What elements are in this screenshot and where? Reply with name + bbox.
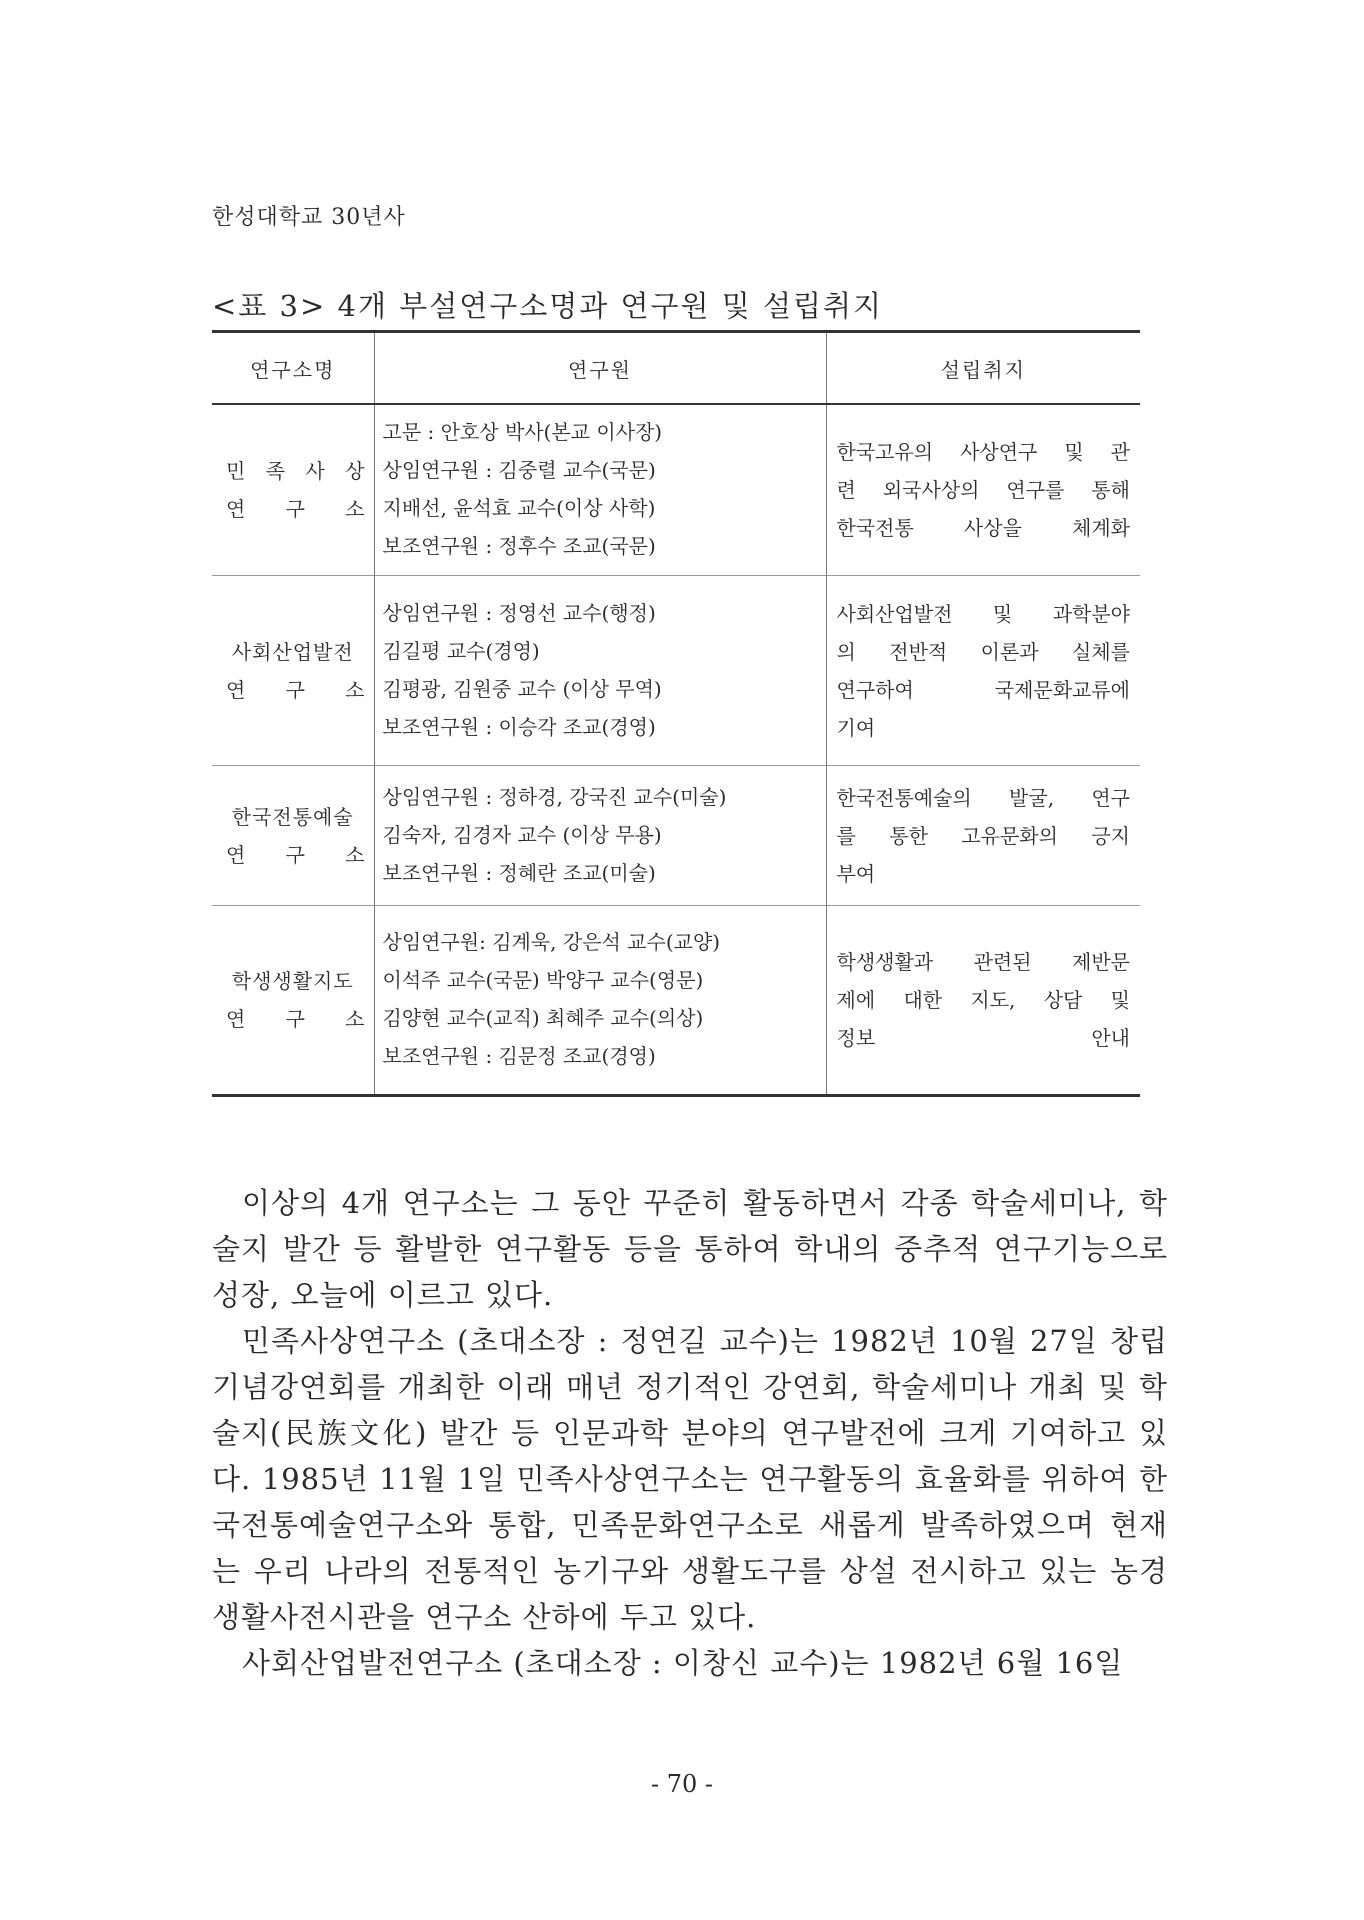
body-paragraph: 민족사상연구소 (초대소장 : 정연길 교수)는 1982년 10월 27일 창립기념강연회를 개최한 이래 매년 정기적인 강연회, 학술세미나 개최 및 학술지(民族文化) 발간 등 인문과학 분야의 연구발전에 크게 기여하고 있다. 1985년 11월 1일 민족사상연구소는 연구활동의 효율화를 위하여 한국전통예술연구소와 통합, 민족문화연구소로 새롭게 발족하였으며 현재는 우리 나라의 전통적인 농기구와 생활도구를 상설 전시하고 있는 농경생활사전시관을 연구소 산하에 두고 있다. [212,1324,1168,1634]
page-number: - 70 - [650,1770,713,1798]
table-caption: <표 3> 4개 부설연구소명과 연구원 및 설립취지 [212,289,884,323]
member-line: 상임연구원: 김계욱, 강은석 교수(교양) [382,930,721,954]
member-line: 상임연구원 : 김중렬 교수(국문) [382,458,656,482]
members-cell [374,766,826,906]
purpose-cell [826,404,1140,576]
body-paragraph: 이상의 4개 연구소는 그 동안 꾸준히 활동하면서 각종 학술세미나, 학술지 발간 등 활발한 연구활동 등을 통하여 학내의 중추적 연구기능으로 성장, 오늘에 이르고 있다. [212,1186,1168,1312]
member-line: 김평광, 김원중 교수 (이상 무역) [382,676,662,701]
members-cell [374,404,826,576]
running-header: 한성대학교 30년사 [212,205,406,230]
purpose-line: 한국전통예술의 발굴, 연구 [836,785,1130,810]
purpose-line: 부여 [836,861,876,886]
institute-name-line: 사회산업발전 [231,639,354,664]
purpose-line: 를 통한 고유문화의 긍지 [836,823,1130,848]
purpose-line: 한국고유의 사상연구 및 관 [836,440,1130,464]
purpose-cell [826,576,1140,766]
column-header-name: 연구소명 [212,332,374,405]
purpose-line: 련 외국사상의 연구를 통해 [836,478,1130,502]
table-header-row [212,332,1140,405]
institute-name-line: 연 구 소 [226,842,366,867]
table-row [212,404,1140,576]
member-line: 고문 : 안호상 박사(본교 이사장) [382,420,663,444]
body-text [212,1180,1168,1686]
purpose-cell [826,766,1140,906]
member-line: 보조연구원 : 이승각 조교(경영) [382,714,656,739]
institute-name-line: 민 족 사 상 [226,459,366,483]
table-row [212,576,1140,766]
table-row [212,766,1140,906]
purpose-line: 사회산업발전 및 과학분야 [836,601,1130,626]
institute-name-cell [212,576,374,766]
table-row [212,906,1140,1096]
institute-name-line: 학생생활지도 [231,969,354,993]
members-cell [374,576,826,766]
member-line: 김길평 교수(경영) [382,638,540,663]
institute-name-line: 연 구 소 [226,1007,366,1031]
members-cell [374,906,826,1096]
institute-name-cell [212,404,374,576]
institute-name-cell [212,906,374,1096]
purpose-line: 의 전반적 이론과 실체를 [836,639,1130,664]
institute-name-line: 연 구 소 [226,497,366,521]
institutes-table [212,330,1140,1097]
member-line: 김양현 교수(교직) 최혜주 교수(의상) [382,1006,704,1030]
member-line: 상임연구원 : 정영선 교수(행정) [382,600,656,625]
purpose-line: 정보 안내 [836,1026,1130,1050]
member-line: 상임연구원 : 정하경, 강국진 교수(미술) [382,784,727,809]
member-line: 지배선, 윤석효 교수(이상 사학) [382,496,656,520]
purpose-cell [826,906,1140,1096]
member-line: 보조연구원 : 정혜란 조교(미술) [382,860,656,885]
column-header-members: 연구원 [374,332,826,405]
member-line: 보조연구원 : 정후수 조교(국문) [382,534,656,558]
member-line: 보조연구원 : 김문정 조교(경영) [382,1044,656,1068]
institute-name-line: 연 구 소 [226,677,366,702]
member-line: 이석주 교수(국문) 박양구 교수(영문) [382,968,704,992]
column-header-purpose: 설립취지 [940,357,1026,382]
body-paragraph: 사회산업발전연구소 (초대소장 : 이창신 교수)는 1982년 6월 16일 [242,1646,1124,1680]
purpose-line: 한국전통 사상을 체계화 [836,516,1130,540]
purpose-line: 학생생활과 관련된 제반문 [836,950,1130,974]
institute-name-line: 한국전통예술 [231,804,354,829]
purpose-line: 제에 대한 지도, 상담 및 [836,988,1130,1012]
purpose-line: 연구하여 국제문화교류에 [836,677,1130,702]
institute-name-cell [212,766,374,906]
purpose-line: 기여 [836,715,876,740]
member-line: 김숙자, 김경자 교수 (이상 무용) [382,822,662,847]
